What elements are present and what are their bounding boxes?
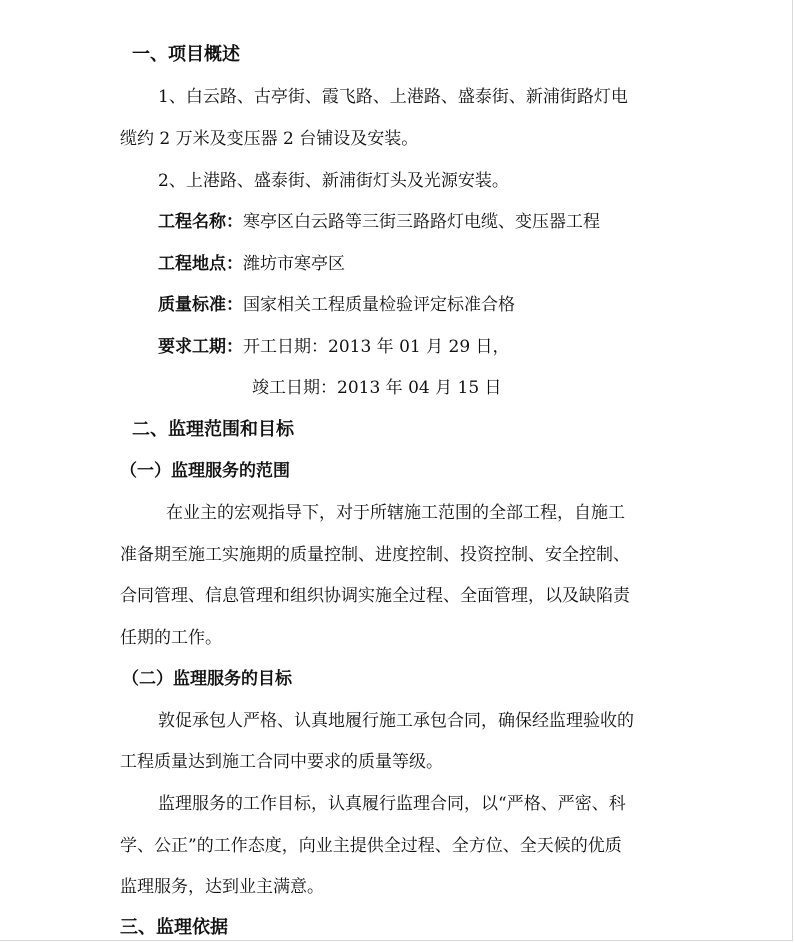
section-2-heading: 二、监理范围和目标 (132, 419, 294, 440)
section-1-heading: 一、项目概述 (132, 44, 240, 65)
quality-standard-value: 国家相关工程质量检验评定标准合格 (243, 295, 515, 315)
section-2-sub-1-line-2: 准备期至施工实施期的质量控制、进度控制、投资控制、安全控制、 (120, 545, 630, 565)
section-1-item-2: 2、上港路、盛泰街、新浦街灯头及光源安装。 (158, 171, 509, 191)
section-2-sub-1-line-3: 合同管理、信息管理和组织协调实施全过程、全面管理，以及缺陷责 (120, 586, 630, 606)
start-date: 开工日期：2013 年 01 月 29 日， (243, 337, 510, 357)
project-location-value: 潍坊市寒亭区 (243, 254, 345, 274)
section-3-heading: 三、监理依据 (120, 917, 228, 938)
section-2-sub-2-heading: （二）监理服务的目标 (122, 669, 292, 689)
section-2-sub-1-line-1: 在业主的宏观指导下，对于所辖施工范围的全部工程，自施工 (166, 503, 625, 523)
end-date: 竣工日期：2013 年 04 月 15 日 (252, 378, 502, 398)
construction-period-row (158, 335, 510, 359)
section-2-sub-2-p2-line-3: 监理服务，达到业主满意。 (120, 877, 324, 897)
section-2-sub-1-line-4: 任期的工作。 (120, 628, 222, 648)
project-location-row (158, 252, 345, 276)
project-name-row (158, 210, 600, 234)
quality-standard-label: 质量标准： (158, 295, 243, 315)
project-location-label: 工程地点： (158, 254, 243, 274)
section-2-sub-2-p2-line-1: 监理服务的工作目标，认真履行监理合同，以“严格、严密、科 (158, 794, 626, 814)
project-name-label: 工程名称： (158, 212, 243, 232)
quality-standard-row (158, 293, 515, 317)
construction-period-label: 要求工期： (158, 337, 243, 357)
section-2-sub-2-p2-line-2: 学、公正”的工作态度，向业主提供全过程、全方位、全天候的优质 (120, 836, 622, 856)
section-2-sub-2-p1-line-1: 敦促承包人严格、认真地履行施工承包合同，确保经监理验收的 (158, 711, 634, 731)
section-1-item-1-line-2: 缆约 2 万米及变压器 2 台铺设及安装。 (120, 129, 419, 149)
section-1-item-1-line-1: 1、白云路、古亭街、霞飞路、上港路、盛泰街、新浦街路灯电 (158, 87, 628, 107)
project-name-value: 寒亭区白云路等三街三路路灯电缆、变压器工程 (243, 212, 600, 232)
section-2-sub-1-heading: （一）监理服务的范围 (120, 461, 290, 481)
section-2-sub-2-p1-line-2: 工程质量达到施工合同中要求的质量等级。 (120, 752, 443, 772)
